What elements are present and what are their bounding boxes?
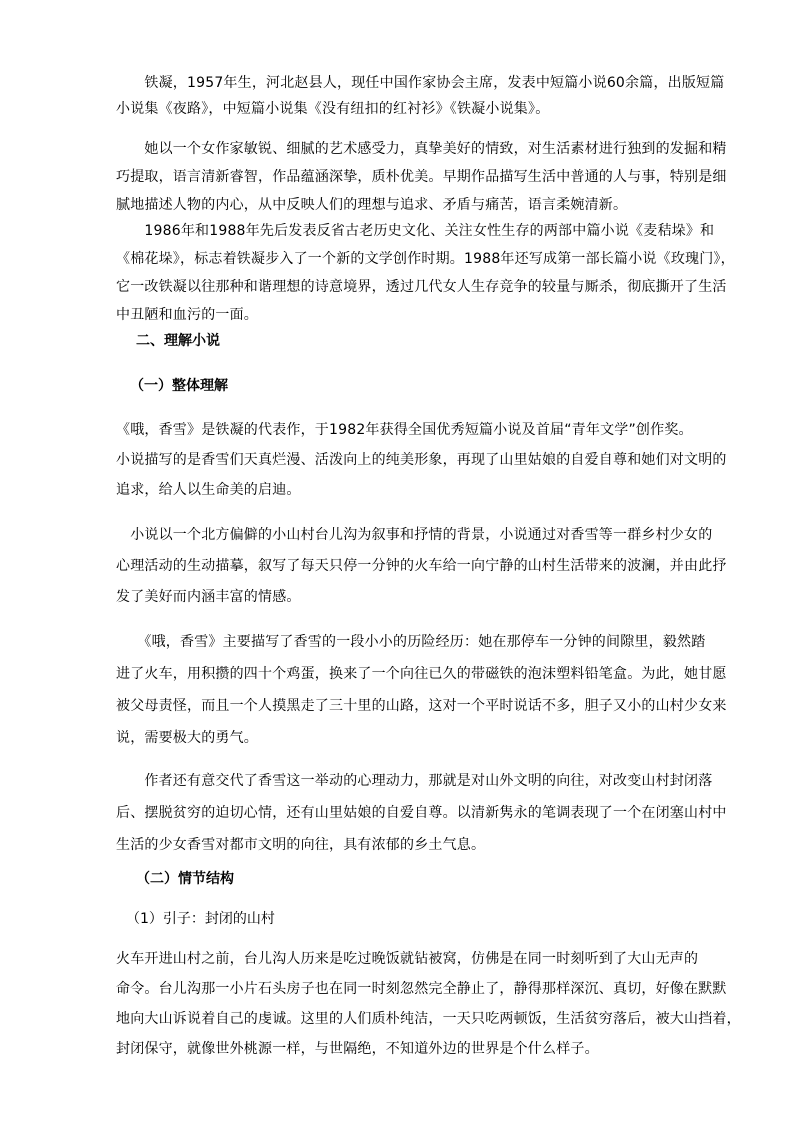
paragraph-plot-summary — [116, 626, 727, 754]
text-line: 中丑陋和血污的一面。 — [116, 307, 258, 323]
text-line: 《哦，香雪》是铁凝的代表作，于1982年获得全国优秀短篇小说及首届“青年文学”创作奖。 — [116, 422, 693, 438]
text-line: 巧提取，语言清新睿智，作品蕴涵深挚，质朴优美。早期作品描写生活中普通的人与事，特别是细 — [116, 169, 727, 185]
text-line: 作者还有意交代了香雪这一举动的心理动力，那就是对山外文明的向往，对改变山村封闭落 — [116, 773, 713, 789]
text-line: 心理活动的生动描摹，叙写了每天只停一分钟的火车给一向宁静的山村生活带来的波澜，并由此抒 — [116, 558, 727, 574]
text-line: 封闭保守，就像世外桃源一样，与世隔绝，不知道外边的世界是个什么样子。 — [116, 1041, 599, 1057]
section-heading: 二、理解小说 — [136, 333, 220, 349]
text-line: 生活的少女香雪对都市文明的向往，具有浓郁的乡土气息。 — [116, 837, 486, 853]
text-line: 铁凝，1957年生，河北赵县人，现任中国作家协会主席，发表中短篇小说60余篇，出版短篇 — [116, 75, 725, 91]
text-line: 发了美好而内涵丰富的情感。 — [116, 589, 301, 605]
paragraph-overview — [116, 415, 727, 505]
paragraph-closed-village — [116, 944, 741, 1064]
text-line: 进了火车，用积攒的四十个鸡蛋，换来了一个向往已久的带磁铁的泡沫塑料铅笔盒。为此，她甘愿 — [116, 666, 727, 682]
text-line: 被父母责怪，而且一个人摸黑走了三十里的山路，这对一个平时说话不多，胆子又小的山村少女来 — [116, 698, 727, 714]
text-line: 追求，给人以生命美的启迪。 — [116, 482, 301, 498]
text-line: 后、摆脱贫穷的迫切心情，还有山里姑娘的自爱自尊。以清新隽永的笔调表现了一个在闭塞山村中 — [116, 805, 727, 821]
item-heading: （1）引子：封闭的山村 — [126, 911, 275, 927]
text-line: 命令。台儿沟那一小片石头房子也在同一时刻忽然完全静止了，静得那样深沉、真切，好像在默默 — [116, 981, 727, 997]
paragraph-author-style — [116, 135, 727, 219]
text-line: 它一改铁凝以往那种和谐理想的诗意境界，透过几代女人生存竞争的较量与厮杀，彻底撕开了生活 — [116, 279, 727, 295]
text-line: 腻地描述人物的内心，从中反映人们的理想与追求、矛盾与痛苦，语言柔婉清新。 — [116, 197, 628, 213]
text-line: 小说描写的是香雪们天真烂漫、活泼向上的纯美形象，再现了山里姑娘的自爱自尊和她们对文明的 — [116, 452, 727, 468]
text-line: 说，需要极大的勇气。 — [116, 730, 258, 746]
text-line: 小说集《夜路》，中短篇小说集《没有纽扣的红衬衫》《铁凝小说集》。 — [116, 101, 550, 117]
text-line: 1986年和1988年先后发表反省古老历史文化、关注女性生存的两部中篇小说《麦秸垛》和 — [116, 223, 715, 239]
paragraph-author-intro — [116, 70, 725, 122]
text-line: 她以一个女作家敏锐、细腻的艺术感受力，真挚美好的情致，对生活素材进行独到的发掘和精 — [116, 141, 727, 157]
paragraph-motivation — [116, 765, 727, 861]
text-line: 火车开进山村之前，台儿沟人历来是吃过晚饭就钻被窝，仿佛是在同一时刻听到了大山无声的 — [116, 951, 699, 967]
text-line: 地向大山诉说着自己的虔诚。这里的人们质朴纯洁，一天只吃两顿饭，生活贫穷落后，被大山挡着， — [116, 1011, 741, 1027]
text-line: 小说以一个北方偏僻的小山村台儿沟为叙事和抒情的背景，小说通过对香雪等一群乡村少女的 — [116, 527, 713, 543]
text-line: 《哦，香雪》主要描写了香雪的一段小小的历险经历：她在那停车一分钟的间隙里，毅然踏 — [116, 634, 706, 650]
paragraph-background — [116, 520, 727, 613]
subsection-heading: （二）情节结构 — [136, 871, 234, 887]
paragraph-author-works — [116, 217, 735, 329]
subsection-heading: （一）整体理解 — [130, 378, 228, 394]
text-line: 《棉花垛》，标志着铁凝步入了一个新的文学创作时期。1988年还写成第一部长篇小说《玫瑰门》， — [116, 251, 735, 267]
